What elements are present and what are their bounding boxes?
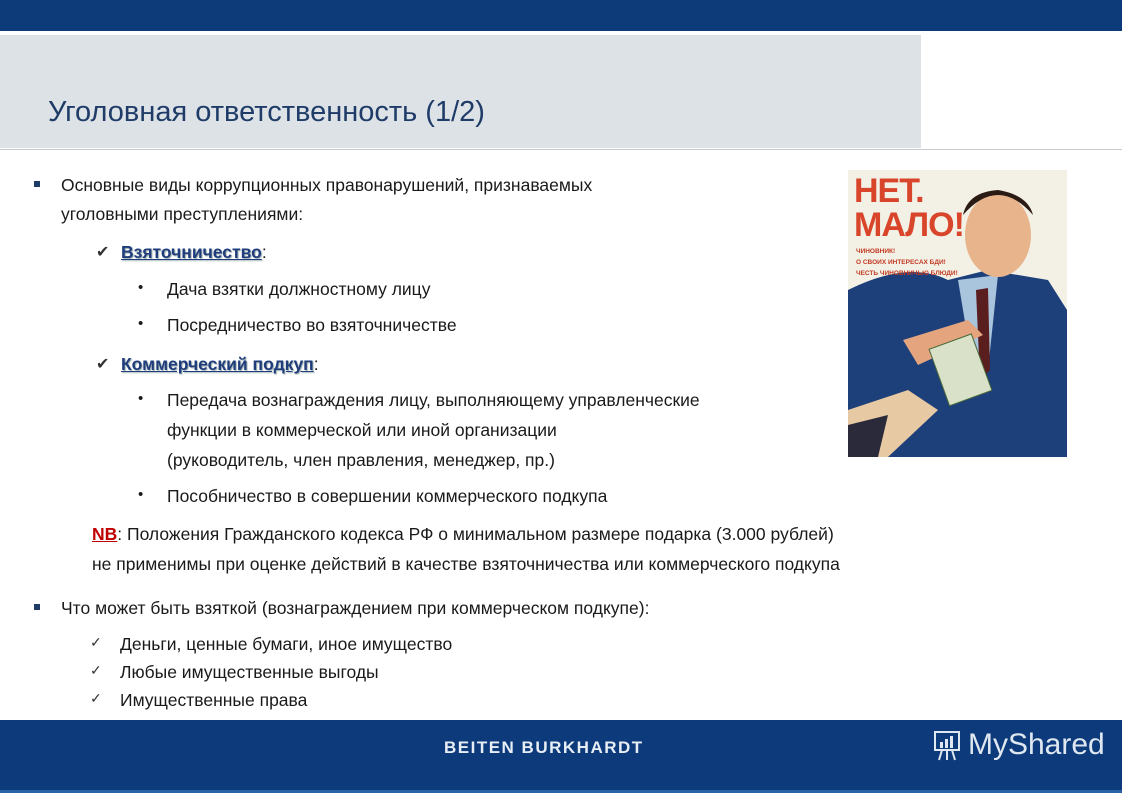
list-item: функции в коммерческой или иной организации — [167, 420, 557, 440]
list-item: Передача вознаграждения лицу, выполняющему управленческие — [167, 390, 700, 410]
watermark-text: MyShared — [968, 728, 1105, 761]
bullet-text: Что может быть взяткой (вознаграждением при коммерческом подкупе): — [61, 598, 650, 618]
checkmark-icon: ✔ — [96, 356, 110, 373]
checkmark-icon: ✓ — [90, 662, 102, 678]
list-item: Любые имущественные выгоды — [120, 662, 379, 682]
list-item: Посредничество во взяточничестве — [167, 315, 457, 335]
checkmark-icon: ✓ — [90, 634, 102, 650]
top-bar — [0, 0, 1122, 31]
square-bullet-icon — [34, 604, 40, 610]
bribery-heading: Взяточничество: — [121, 242, 267, 262]
divider — [0, 149, 1122, 150]
poster-image — [848, 170, 1067, 457]
bullet-dot-icon: • — [138, 390, 144, 407]
bullet-text: уголовными преступлениями: — [61, 204, 304, 224]
list-item: Имущественные права — [120, 690, 308, 710]
checkmark-icon: ✓ — [90, 690, 102, 706]
nb-note: не применимы при оценке действий в качестве взяточничества или коммерческого подкупа — [92, 554, 840, 574]
title-background — [0, 35, 921, 148]
bullet-dot-icon: • — [138, 486, 144, 503]
list-item: (руководитель, член правления, менеджер, пр.) — [167, 450, 555, 470]
bullet-dot-icon: • — [138, 315, 144, 332]
list-item: Пособничество в совершении коммерческого подкупа — [167, 486, 608, 506]
nb-note: NB: Положения Гражданского кодекса РФ о минимальном размере подарка (3.000 рублей) — [92, 524, 834, 544]
brand-logo: BEITEN BURKHARDT — [444, 738, 644, 757]
poster-headline: НЕТ. МАЛО! — [854, 172, 964, 244]
list-item: Деньги, ценные бумаги, иное имущество — [120, 634, 453, 654]
presentation-icon — [930, 728, 964, 762]
page-title: Уголовная ответственность (1/2) — [48, 96, 485, 128]
poster-slogan: ЧИНОВНИК! О СВОИХ ИНТЕРЕСАХ БДИ! ЧЕСТЬ ЧИНОВНИЧЬЮ БЛЮДИ! — [856, 248, 958, 277]
checkmark-icon: ✔ — [96, 244, 110, 261]
square-bullet-icon — [34, 181, 40, 187]
list-item: Дача взятки должностному лицу — [167, 279, 431, 299]
commercial-heading: Коммерческий подкуп: — [121, 354, 319, 374]
bullet-text: Основные виды коррупционных правонарушений, признаваемых — [61, 175, 593, 195]
myshared-watermark — [930, 728, 1105, 762]
bullet-dot-icon: • — [138, 279, 144, 296]
